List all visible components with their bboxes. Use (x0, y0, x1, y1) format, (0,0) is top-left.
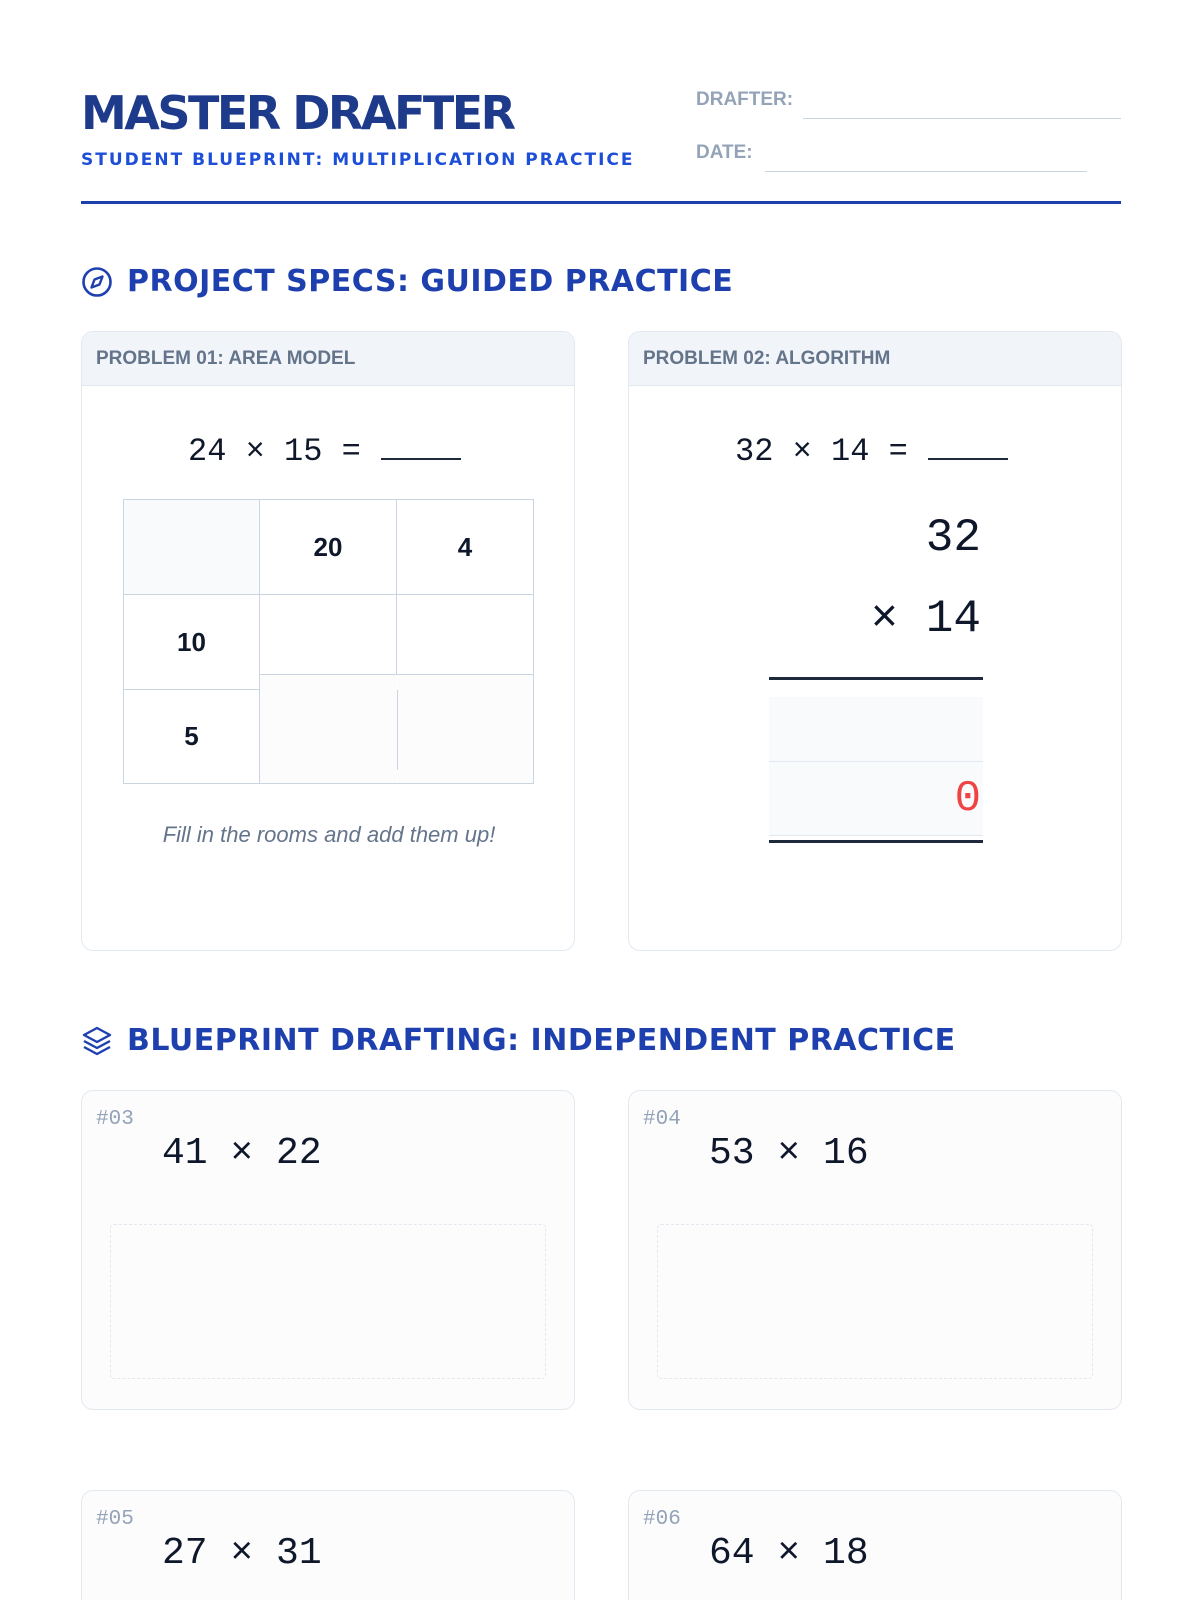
problem-card (628, 1490, 1122, 1600)
partial-product-row[interactable] (769, 762, 983, 836)
problem-expression: 27 × 31 (162, 1532, 322, 1575)
grid-corner-cell (124, 500, 260, 595)
area-model-grid (123, 499, 534, 784)
problem-number: #04 (643, 1108, 681, 1131)
col-header-tens: 20 (260, 500, 397, 595)
problem-number: #05 (96, 1508, 134, 1531)
independent-section-title (81, 1021, 956, 1061)
problem-card (628, 1090, 1122, 1410)
problem-01-expression: 24 × 15 = (188, 433, 361, 470)
product-room[interactable] (398, 675, 533, 783)
independent-section-label: BLUEPRINT DRAFTING: INDEPENDENT PRACTICE (127, 1023, 956, 1058)
drafter-field[interactable] (803, 118, 1121, 119)
answer-blank[interactable] (928, 436, 1008, 460)
problem-01-equation (188, 433, 461, 470)
guided-section-title (81, 262, 733, 302)
date-label: DATE: (696, 142, 753, 163)
drafter-label: DRAFTER: (696, 89, 794, 110)
date-field[interactable] (765, 171, 1087, 172)
multiplier: × 14 (870, 593, 981, 645)
problem-expression: 41 × 22 (162, 1132, 322, 1175)
problem-02-equation (735, 433, 1008, 470)
compass-icon (81, 266, 113, 298)
problem-card (81, 1090, 575, 1410)
problem-expression: 53 × 16 (709, 1132, 869, 1175)
page-title: MASTER DRAFTER (81, 86, 514, 140)
area-model-hint: Fill in the rooms and add them up! (162, 822, 496, 847)
product-room[interactable] (397, 595, 533, 675)
problem-number: #06 (643, 1508, 681, 1531)
col-header-ones: 4 (397, 500, 533, 595)
partial-product-row[interactable] (769, 697, 983, 762)
work-area[interactable] (657, 1224, 1093, 1379)
problem-02-expression: 32 × 14 = (735, 433, 908, 470)
problem-01-card (81, 331, 575, 951)
problem-expression: 64 × 18 (709, 1532, 869, 1575)
guided-section-label: PROJECT SPECS: GUIDED PRACTICE (127, 264, 734, 299)
work-area[interactable] (110, 1224, 546, 1379)
page-header (81, 88, 1121, 204)
answer-blank[interactable] (381, 436, 461, 460)
row-header-tens: 10 (124, 595, 260, 690)
row-header-ones: 5 (124, 690, 260, 783)
problem-02-card (628, 331, 1122, 951)
page-subtitle: STUDENT BLUEPRINT: MULTIPLICATION PRACTICE (81, 150, 635, 170)
layers-icon (81, 1025, 113, 1057)
placeholder-zero: 0 (954, 774, 981, 824)
multiplicand: 32 (925, 512, 981, 564)
product-room[interactable] (260, 595, 397, 675)
product-room[interactable] (260, 675, 397, 783)
problem-card (81, 1490, 575, 1600)
problem-02-heading: PROBLEM 02: ALGORITHM (629, 332, 1121, 386)
problem-01-heading: PROBLEM 01: AREA MODEL (82, 332, 574, 386)
sum-line (769, 840, 983, 843)
product-line (769, 677, 983, 680)
problem-number: #03 (96, 1108, 134, 1131)
